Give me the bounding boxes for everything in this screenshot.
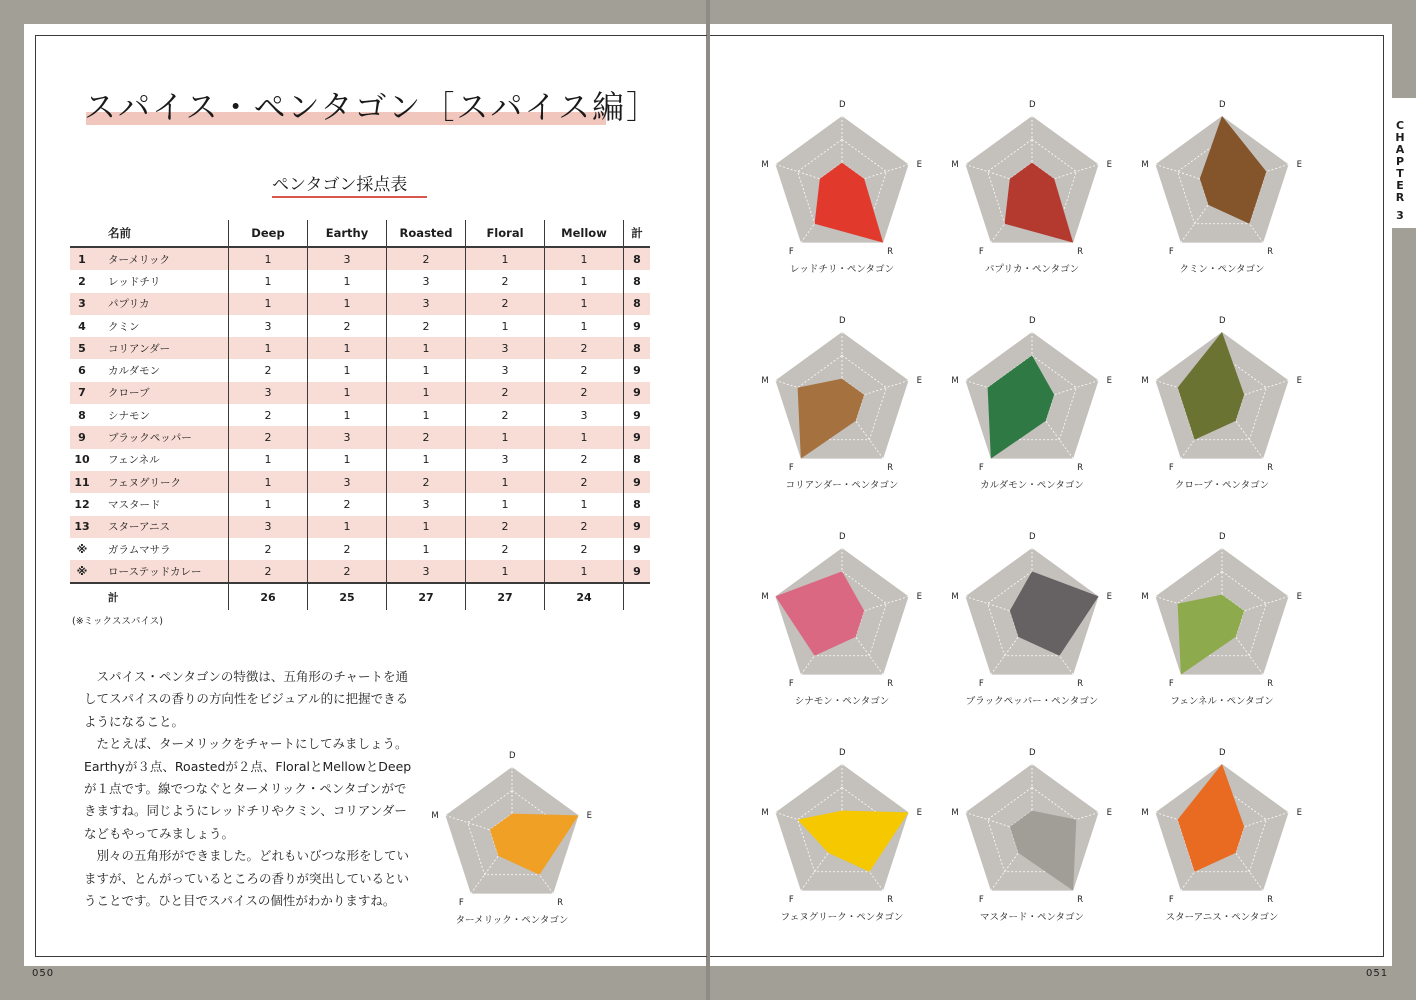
radar-axis-label: R <box>1077 678 1084 689</box>
page-number-left: 050 <box>32 968 55 979</box>
radar-axis-label: R <box>1267 894 1274 905</box>
score-cell: 2 <box>466 516 545 538</box>
row-total: 9 <box>624 471 651 493</box>
radar-caption: ターメリック・ペンタゴン <box>455 914 569 926</box>
score-cell: 3 <box>466 359 545 381</box>
row-number: 7 <box>70 382 94 404</box>
score-cell: 1 <box>545 560 624 583</box>
row-total: 8 <box>624 493 651 515</box>
radar-axis-label: M <box>1141 808 1149 819</box>
score-cell: 2 <box>545 337 624 359</box>
score-cell: 1 <box>387 538 466 560</box>
radar-axis-label: E <box>916 376 922 387</box>
row-number: ※ <box>76 542 88 556</box>
score-cell: 1 <box>229 471 308 493</box>
row-number: 8 <box>78 408 86 422</box>
radar-axis-label: R <box>1267 462 1274 473</box>
row-total: 9 <box>624 404 651 426</box>
radar-axis-label: E <box>1106 592 1112 603</box>
spice-name: クローブ <box>94 382 229 404</box>
score-cell: 1 <box>308 293 387 315</box>
radar-svg <box>1122 736 1322 916</box>
radar-axis-label: E <box>916 160 922 171</box>
radar-axis-label: F <box>788 678 794 689</box>
row-total: 8 <box>624 247 651 270</box>
radar-axis-label: E <box>916 808 922 819</box>
radar-axis-label: F <box>1168 678 1174 689</box>
radar-axis-label: F <box>788 462 794 473</box>
radar-chart <box>742 304 942 491</box>
page-title: スパイス・ペンタゴン［スパイス編］ <box>84 88 661 126</box>
table-row <box>70 449 650 471</box>
radar-axis-label: F <box>1168 246 1174 257</box>
radar-axis-label: F <box>1168 894 1174 905</box>
radar-axis-label: D <box>509 751 516 761</box>
body-paragraph: たとえば、ターメリックをチャートにしてみましょう。Earthyが３点、Roastedが２点、FloralとMellowとDeepが１点です。線でつなぐとターメリック・ペンタゴンができますね。同じようにレッドチリやクミン、コリアンダーなどもやってみましょう。 <box>84 736 412 841</box>
total-label: 計 <box>108 591 119 604</box>
column-total: 24 <box>545 583 624 610</box>
radar-axis-label: R <box>887 894 894 905</box>
radar-axis-label: D <box>839 100 846 110</box>
table-subtitle: ペンタゴン採点表 <box>272 175 408 195</box>
radar-chart <box>1122 736 1322 923</box>
radar-axis-label: F <box>978 246 984 257</box>
table-row <box>70 270 650 292</box>
radar-axis-label: D <box>1029 532 1036 542</box>
score-cell: 3 <box>387 293 466 315</box>
radar-axis-label: F <box>788 894 794 905</box>
row-number: 9 <box>70 426 94 448</box>
radar-axis-label: D <box>1029 748 1036 758</box>
spice-name: マスタード <box>108 498 161 511</box>
score-cell: 2 <box>308 538 387 560</box>
radar-caption: フェンネル・ペンタゴン <box>1170 695 1274 707</box>
table-row <box>70 382 650 404</box>
row-number: 12 <box>74 497 90 511</box>
score-cell: 3 <box>308 426 387 448</box>
score-cell: 2 <box>545 538 624 560</box>
row-number: 1 <box>70 247 94 270</box>
score-cell: 2 <box>545 382 624 404</box>
score-cell: 3 <box>229 315 308 337</box>
radar-axis-label: R <box>887 462 894 473</box>
radar-axis-label: F <box>788 246 794 257</box>
score-cell: 1 <box>387 337 466 359</box>
table-row <box>70 426 650 448</box>
score-cell: 1 <box>545 247 624 270</box>
radar-caption: ブラックペッパー・ペンタゴン <box>965 695 1099 707</box>
radar-axis-label: M <box>761 592 769 603</box>
radar-axis-label: M <box>951 592 959 603</box>
radar-svg <box>1122 304 1322 484</box>
table-row <box>70 359 650 381</box>
radar-axis-label: M <box>951 808 959 819</box>
row-number: 5 <box>70 337 94 359</box>
radar-chart <box>1122 304 1322 491</box>
table-row <box>70 471 650 493</box>
radar-chart <box>932 736 1132 923</box>
spice-name: ガラムマサラ <box>108 543 171 556</box>
score-cell: 1 <box>545 315 624 337</box>
radar-caption: コリアンダー・ペンタゴン <box>785 479 899 491</box>
radar-axis-label: M <box>1141 160 1149 171</box>
radar-svg <box>742 736 942 916</box>
score-cell: 1 <box>387 382 466 404</box>
score-cell: 2 <box>387 471 466 493</box>
row-number: 4 <box>78 319 86 333</box>
radar-caption: クミン・ペンタゴン <box>1179 263 1265 275</box>
body-paragraph: スパイス・ペンタゴンの特徴は、五角形のチャートを通してスパイスの香りの方向性をビジュアル的に把握できるようになること。 <box>84 669 409 729</box>
score-cell: 3 <box>229 516 308 538</box>
score-cell: 2 <box>466 293 545 315</box>
column-total: 27 <box>466 583 545 610</box>
radar-svg <box>742 88 942 268</box>
radar-axis-label: D <box>1029 100 1036 110</box>
radar-axis-label: E <box>1106 808 1112 819</box>
score-cell: 1 <box>466 493 545 515</box>
score-cell: 1 <box>466 471 545 493</box>
radar-svg <box>1122 88 1322 268</box>
spice-name: フェヌグリーク <box>94 471 229 493</box>
score-cell: 1 <box>387 404 466 426</box>
header-deep: Deep <box>229 220 308 247</box>
score-cell: 1 <box>466 247 545 270</box>
score-cell: 3 <box>466 449 545 471</box>
score-cell: 1 <box>229 293 308 315</box>
score-cell: 2 <box>308 315 387 337</box>
score-cell: 3 <box>466 337 545 359</box>
row-total: 9 <box>624 426 651 448</box>
header-roasted: Roasted <box>387 220 466 247</box>
score-cell: 3 <box>308 471 387 493</box>
radar-svg <box>932 736 1132 916</box>
table-row <box>70 404 650 426</box>
radar-axis-label: E <box>586 811 592 822</box>
score-cell: 1 <box>387 449 466 471</box>
score-cell: 2 <box>229 359 308 381</box>
radar-chart <box>742 520 942 707</box>
radar-axis-label: R <box>1077 462 1084 473</box>
row-total: 9 <box>624 516 651 538</box>
table-row <box>70 493 650 515</box>
score-cell: 1 <box>308 382 387 404</box>
spice-name: シナモン <box>108 409 150 422</box>
score-cell: 1 <box>229 270 308 292</box>
score-cell: 1 <box>229 337 308 359</box>
score-cell: 2 <box>387 315 466 337</box>
radar-svg <box>1122 520 1322 700</box>
radar-axis-label: E <box>1296 808 1302 819</box>
table-body <box>70 247 650 610</box>
radar-axis-label: M <box>431 811 439 822</box>
radar-axis-label: M <box>951 160 959 171</box>
radar-axis-label: D <box>1219 100 1226 110</box>
radar-axis-label: D <box>1219 532 1226 542</box>
score-cell: 1 <box>308 404 387 426</box>
score-cell: 1 <box>545 426 624 448</box>
radar-axis-label: M <box>761 376 769 387</box>
score-cell: 3 <box>229 382 308 404</box>
radar-axis-label: F <box>978 894 984 905</box>
table-row <box>70 516 650 538</box>
row-total: 8 <box>624 337 651 359</box>
radar-chart <box>1122 88 1322 275</box>
row-total: 9 <box>624 538 651 560</box>
score-cell: 1 <box>466 315 545 337</box>
score-cell: 1 <box>308 359 387 381</box>
score-cell: 2 <box>229 560 308 583</box>
radar-svg <box>932 304 1132 484</box>
radar-axis-label: D <box>1029 316 1036 326</box>
radar-svg <box>742 304 942 484</box>
score-cell: 2 <box>387 426 466 448</box>
radar-svg <box>932 520 1132 700</box>
total-row-blank <box>70 583 94 610</box>
radar-axis-label: D <box>1219 316 1226 326</box>
radar-axis-label: M <box>761 160 769 171</box>
score-cell: 3 <box>387 560 466 583</box>
radar-axis-label: F <box>978 678 984 689</box>
row-total: 9 <box>624 315 651 337</box>
radar-chart <box>1122 520 1322 707</box>
score-cell: 1 <box>545 493 624 515</box>
radar-axis-label: R <box>1077 894 1084 905</box>
radar-axis-label: F <box>1168 462 1174 473</box>
body-paragraph: 別々の五角形ができました。どれもいびつな形をしていますが、とんがっているところの香りが突出しているということです。ひと目でスパイスの個性がわかりますね。 <box>84 848 410 909</box>
score-cell: 2 <box>545 516 624 538</box>
spice-name: ターメリック <box>94 247 229 270</box>
spice-name: レッドチリ <box>108 275 161 288</box>
score-cell: 2 <box>545 359 624 381</box>
row-number: 10 <box>74 453 90 467</box>
radar-axis-label: E <box>1106 376 1112 387</box>
spice-name: ローステッドカレー <box>94 560 229 583</box>
radar-axis-label: E <box>1106 160 1112 171</box>
score-cell: 2 <box>229 538 308 560</box>
radar-svg <box>412 739 612 919</box>
radar-chart <box>412 739 612 926</box>
radar-svg <box>932 88 1132 268</box>
radar-axis-label: R <box>1267 678 1274 689</box>
score-cell: 2 <box>466 382 545 404</box>
score-cell: 2 <box>229 404 308 426</box>
radar-axis-label: R <box>557 897 564 908</box>
score-cell: 1 <box>308 337 387 359</box>
radar-axis-label: R <box>1077 246 1084 257</box>
row-number: 2 <box>78 274 86 288</box>
table-row <box>70 337 650 359</box>
score-cell: 2 <box>308 493 387 515</box>
radar-axis-label: M <box>761 808 769 819</box>
score-cell: 3 <box>308 247 387 270</box>
score-cell: 2 <box>308 560 387 583</box>
table-row <box>70 315 650 337</box>
chapter-label: C H A P T E R 3 <box>1395 119 1405 222</box>
radar-axis-label: E <box>1296 160 1302 171</box>
score-cell: 1 <box>308 270 387 292</box>
score-cell: 2 <box>466 538 545 560</box>
radar-caption: シナモン・ペンタゴン <box>794 695 890 707</box>
score-cell: 1 <box>308 449 387 471</box>
row-total: 8 <box>624 293 651 315</box>
radar-axis-label: R <box>887 678 894 689</box>
radar-chart <box>742 736 942 923</box>
row-total: 9 <box>624 359 651 381</box>
spice-name: コリアンダー <box>94 337 229 359</box>
spice-name: スターアニス <box>94 516 229 538</box>
header-floral: Floral <box>466 220 545 247</box>
score-cell: 3 <box>387 493 466 515</box>
table-row <box>70 247 650 270</box>
header-earthy: Earthy <box>308 220 387 247</box>
radar-caption: フェヌグリーク・ペンタゴン <box>780 911 904 923</box>
score-cell: 1 <box>545 270 624 292</box>
row-number: 11 <box>70 471 94 493</box>
row-number: ※ <box>70 560 94 583</box>
radar-caption: パプリカ・ペンタゴン <box>984 263 1080 275</box>
radar-caption: スターアニス・ペンタゴン <box>1165 911 1279 923</box>
score-cell: 1 <box>466 560 545 583</box>
radar-axis-label: R <box>887 246 894 257</box>
score-cell: 2 <box>545 471 624 493</box>
total-row-blank <box>624 583 651 610</box>
score-table <box>70 220 650 610</box>
radar-axis-label: E <box>1296 592 1302 603</box>
radar-axis-label: F <box>458 897 464 908</box>
row-total: 9 <box>624 560 651 583</box>
score-cell: 3 <box>387 270 466 292</box>
score-cell: 1 <box>387 516 466 538</box>
radar-svg <box>742 520 942 700</box>
header-no <box>70 220 94 247</box>
row-number: 6 <box>78 364 86 378</box>
spice-name: カルダモン <box>108 365 161 378</box>
score-cell: 2 <box>545 449 624 471</box>
radar-caption: クローブ・ペンタゴン <box>1174 479 1270 491</box>
radar-axis-label: E <box>1296 376 1302 387</box>
score-cell: 1 <box>466 426 545 448</box>
row-number: 13 <box>70 516 94 538</box>
radar-axis-label: D <box>839 316 846 326</box>
radar-caption: マスタード・ペンタゴン <box>979 911 1085 923</box>
score-cell: 2 <box>229 426 308 448</box>
radar-axis-label: M <box>951 376 959 387</box>
radar-caption: レッドチリ・ペンタゴン <box>789 263 895 275</box>
score-cell: 1 <box>387 359 466 381</box>
column-total: 27 <box>387 583 466 610</box>
score-cell: 2 <box>466 404 545 426</box>
row-number: 3 <box>70 293 94 315</box>
body-text <box>84 666 414 912</box>
radar-chart <box>932 520 1132 707</box>
table-row <box>70 538 650 560</box>
radar-axis-label: M <box>1141 376 1149 387</box>
row-total: 8 <box>624 449 651 471</box>
spice-name: フェンネル <box>108 454 160 467</box>
score-cell: 1 <box>308 516 387 538</box>
column-total: 26 <box>229 583 308 610</box>
radar-axis-label: R <box>1267 246 1274 257</box>
radar-axis-label: D <box>839 532 846 542</box>
row-total: 9 <box>624 382 651 404</box>
subtitle-underline <box>272 196 427 198</box>
radar-caption: カルダモン・ペンタゴン <box>980 479 1084 491</box>
total-row <box>70 583 650 610</box>
table-header-row <box>70 220 650 247</box>
spice-name: パプリカ <box>94 293 229 315</box>
header-name: 名前 <box>94 220 229 247</box>
table-note: (※ミックススパイス) <box>72 616 163 627</box>
score-cell: 3 <box>545 404 624 426</box>
score-cell: 2 <box>466 270 545 292</box>
radar-chart <box>932 88 1132 275</box>
score-cell: 1 <box>229 247 308 270</box>
score-cell: 2 <box>387 247 466 270</box>
header-mellow: Mellow <box>545 220 624 247</box>
score-cell: 1 <box>229 493 308 515</box>
row-total: 8 <box>624 270 651 292</box>
radar-axis-label: D <box>1219 748 1226 758</box>
score-cell: 1 <box>229 449 308 471</box>
radar-axis-label: E <box>916 592 922 603</box>
spice-name: クミン <box>108 320 140 333</box>
table-row <box>70 560 650 583</box>
header-total: 計 <box>624 220 651 247</box>
spice-name: ブラックペッパー <box>94 426 229 448</box>
radar-axis-label: M <box>1141 592 1149 603</box>
radar-axis-label: F <box>978 462 984 473</box>
table-row <box>70 293 650 315</box>
radar-chart <box>932 304 1132 491</box>
score-cell: 1 <box>545 293 624 315</box>
radar-chart <box>742 88 942 275</box>
column-total: 25 <box>308 583 387 610</box>
radar-axis-label: D <box>839 748 846 758</box>
page-number-right: 051 <box>1366 968 1389 979</box>
